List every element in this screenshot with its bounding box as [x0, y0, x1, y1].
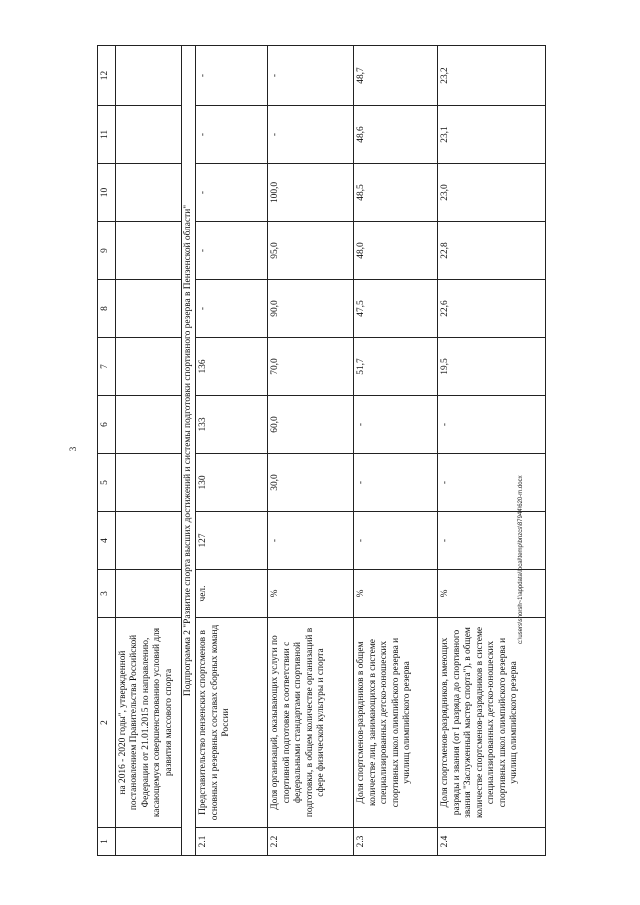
row-value: 48,5 — [354, 164, 438, 222]
table-row — [354, 46, 438, 856]
cell-empty — [116, 396, 182, 454]
cell-empty — [116, 828, 182, 856]
row-value: - — [354, 512, 438, 570]
header-cell-12: 12 — [98, 46, 116, 106]
row-value: - — [438, 454, 546, 512]
row-value: 130 — [196, 454, 268, 512]
cell-empty — [116, 222, 182, 280]
row-id: 2.2 — [268, 828, 354, 856]
row-value: 48,0 — [354, 222, 438, 280]
cell-empty — [116, 512, 182, 570]
row-unit: чел. — [196, 570, 268, 618]
row-unit: % — [354, 570, 438, 618]
cell-empty — [116, 106, 182, 164]
subprogram-row — [182, 46, 196, 856]
cell-empty — [116, 46, 182, 106]
row-value: 100,0 — [268, 164, 354, 222]
row-unit: % — [268, 570, 354, 618]
row-value: 23,1 — [438, 106, 546, 164]
header-cell-8: 8 — [98, 280, 116, 338]
row-value: 95,0 — [268, 222, 354, 280]
cell-empty — [116, 338, 182, 396]
row-value: - — [438, 396, 546, 454]
cell-empty — [116, 164, 182, 222]
row-value: 48,7 — [354, 46, 438, 106]
row-value: - — [268, 512, 354, 570]
row-value: - — [196, 164, 268, 222]
header-cell-7: 7 — [98, 338, 116, 396]
header-row — [98, 46, 116, 856]
header-cell-4: 4 — [98, 512, 116, 570]
cell-empty — [116, 454, 182, 512]
subprogram-title: Подпрограмма 2 "Развитие спорта высших достижений и системы подготовки спортивного резерва в Пензенской области" — [182, 46, 196, 856]
row-text: Доля спортсменов-разрядников, имеющих разряды и звания (от I разряда до спортивного звания "Заслуженный мастер спорта"), в общем количестве спортсменов-разрядников в системе специализированных детско-юношеских спортивных школ олимпийского резерва и училищ олимпийского резерва — [438, 618, 546, 828]
row-value: - — [196, 46, 268, 106]
header-cell-9: 9 — [98, 222, 116, 280]
file-path-footer: c:\users\shorsh~1\appdata\local\temp\bnzcs\87944\620-m.docx — [518, 475, 524, 644]
row-value: - — [354, 454, 438, 512]
row-value: 51,7 — [354, 338, 438, 396]
continuation-row — [116, 46, 182, 856]
row-id: 2.3 — [354, 828, 438, 856]
header-cell-6: 6 — [98, 396, 116, 454]
header-cell-5: 5 — [98, 454, 116, 512]
row-text: Представительство пензенских спортсменов в основных и резервных составах сборных команд России — [196, 618, 268, 828]
row-value: 23,2 — [438, 46, 546, 106]
table-row — [196, 46, 268, 856]
header-cell-2: 2 — [98, 618, 116, 828]
row-value: 133 — [196, 396, 268, 454]
table-row — [268, 46, 354, 856]
row-value: 19,5 — [438, 338, 546, 396]
row-value: - — [196, 280, 268, 338]
row-unit: % — [438, 570, 546, 618]
row-value: - — [268, 46, 354, 106]
row-value: 22,6 — [438, 280, 546, 338]
row-value: 47,5 — [354, 280, 438, 338]
row-value: 22,8 — [438, 222, 546, 280]
continuation-text: на 2016 - 2020 годы", утвержденной постановлением Правительства Российской Федерации от 21.01.2015 по направлению, касающемуся совершенствованию условий для развития массового спорта — [116, 618, 182, 828]
page-number: 3 — [68, 446, 78, 452]
row-id: 2.1 — [196, 828, 268, 856]
row-value: 48,6 — [354, 106, 438, 164]
row-value: - — [354, 396, 438, 454]
row-value: 127 — [196, 512, 268, 570]
header-cell-11: 11 — [98, 106, 116, 164]
row-value: - — [196, 222, 268, 280]
indicators-table — [97, 46, 520, 856]
row-value: 90,0 — [268, 280, 354, 338]
row-value: 60,0 — [268, 396, 354, 454]
header-cell-10: 10 — [98, 164, 116, 222]
table-row — [438, 46, 546, 856]
row-text: Доля организаций, оказывающих услуги по спортивной подготовке в соответствии с федеральными стандартами спортивной подготовки, в общем количестве организаций в сфере физической культуры и спорта — [268, 618, 354, 828]
row-value: - — [438, 512, 546, 570]
cell-empty — [116, 280, 182, 338]
table-grid — [97, 45, 546, 856]
header-cell-3: 3 — [98, 570, 116, 618]
row-value: 136 — [196, 338, 268, 396]
cell-empty — [116, 570, 182, 618]
row-id: 2.4 — [438, 828, 546, 856]
row-value: - — [268, 106, 354, 164]
row-value: 30,0 — [268, 454, 354, 512]
row-value: 23,0 — [438, 164, 546, 222]
header-cell-1: 1 — [98, 828, 116, 856]
row-value: - — [196, 106, 268, 164]
row-value: 70,0 — [268, 338, 354, 396]
row-text: Доля спортсменов-разрядников в общем количестве лиц, занимающихся в системе специализированных детско-юношеских спортивных школ олимпийского резерва и училищ олимпийского резерва — [354, 618, 438, 828]
